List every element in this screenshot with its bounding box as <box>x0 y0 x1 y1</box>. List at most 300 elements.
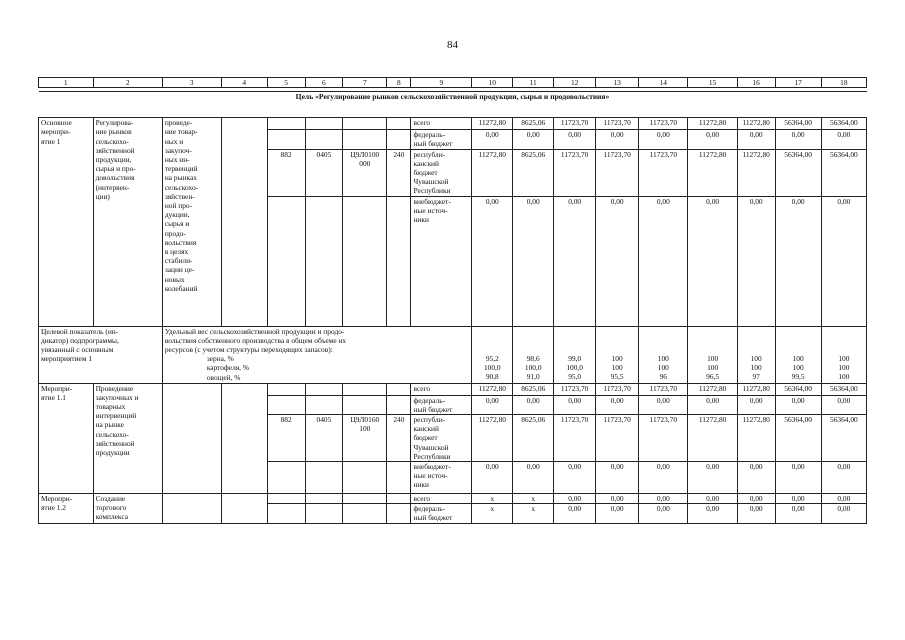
value-cell: 0,00 <box>737 395 775 414</box>
text-line: Удельный вес сельскохозяйственной продукции и продо- <box>164 326 345 336</box>
value-cell: 0,00 <box>737 462 775 494</box>
value-cell: 56364,00 <box>821 118 866 130</box>
empty-cell <box>387 504 411 523</box>
spacer <box>474 327 510 354</box>
indicator-item: зерна, % <box>206 354 234 364</box>
value-cell: 0,00 <box>639 504 688 523</box>
value-cell: 0,00 <box>554 504 596 523</box>
value-cell: 0,00 <box>596 130 639 149</box>
activity-type-cell <box>39 494 94 524</box>
indicator-value: 100 <box>838 362 850 372</box>
text-line: 000 <box>359 158 371 168</box>
table-row <box>39 118 867 130</box>
value-cell: 0,00 <box>775 395 821 414</box>
activity-name-cell <box>93 383 162 493</box>
target-article-cell <box>343 149 387 196</box>
header-cell: 3 <box>162 78 221 88</box>
text-line: республи- <box>413 415 446 425</box>
text-line: ные источ- <box>413 205 448 215</box>
text-line: ции) <box>95 191 110 201</box>
text-line: внебюджет- <box>413 196 451 206</box>
value-cell: 8625,06 <box>513 149 554 196</box>
value-cell: 56364,00 <box>821 383 866 395</box>
expense-type-cell <box>387 462 411 494</box>
value-cell: 56364,00 <box>775 415 821 462</box>
header-cell: 9 <box>411 78 472 88</box>
text-line: проведе- <box>164 118 193 128</box>
value-cell: 0,00 <box>688 494 737 504</box>
value-cell: 56364,00 <box>775 118 821 130</box>
grbs-cell <box>267 395 305 414</box>
section-cell <box>305 383 343 395</box>
value-cell: 0,00 <box>688 504 737 523</box>
indicator-value: 100,0 <box>566 362 583 372</box>
activity-desc-cell <box>162 118 221 326</box>
value-cell: 11723,70 <box>639 149 688 196</box>
text-line: Республики <box>413 186 451 196</box>
indicator-value: 99,5 <box>791 372 805 382</box>
value-cell: 0,00 <box>596 196 639 326</box>
text-line: всего <box>413 383 431 393</box>
funding-source-cell <box>411 504 472 523</box>
text-line: ние рынков <box>95 127 132 137</box>
grbs-cell: 882 <box>267 415 305 462</box>
value-cell: 56364,00 <box>775 149 821 196</box>
indicator-value: 95,0 <box>568 372 582 382</box>
empty-cell <box>343 504 387 523</box>
spacer <box>641 327 685 354</box>
indicator-item: картофеля, % <box>206 363 250 373</box>
text-line: Меропри- <box>41 383 73 393</box>
value-cell: 11272,80 <box>688 415 737 462</box>
section-cell <box>305 130 343 149</box>
indicator-value: 91,0 <box>526 372 540 382</box>
activity-name-cell <box>93 494 162 524</box>
header-cell: 14 <box>639 78 688 88</box>
text-line: комплекса <box>95 512 128 522</box>
value-cell: 8625,06 <box>513 415 554 462</box>
value-cell: 0,00 <box>513 462 554 494</box>
block-activity-1-1 <box>39 383 867 493</box>
indicator-value: 90,8 <box>485 372 499 382</box>
indicator-value: 100 <box>838 372 850 382</box>
funding-source-cell <box>411 196 472 326</box>
table-row <box>39 494 867 504</box>
empty-cell <box>221 383 267 493</box>
text-line: ятие 1.1 <box>41 392 66 402</box>
text-line: федераль- <box>413 504 446 514</box>
text-line: колебаний <box>164 283 198 293</box>
text-line: тервенций <box>164 164 198 174</box>
empty-cell <box>221 494 267 524</box>
goal-heading: Цель «Регулирование рынков сельскохозяйственной продукции, сырья и продовольствия» <box>39 92 867 118</box>
indicator-value: 100 <box>750 362 762 372</box>
indicator-value: 99,0 <box>568 353 582 363</box>
expense-type-cell <box>387 383 411 395</box>
text-line: ный бюджет <box>413 513 453 523</box>
value-cell: 56364,00 <box>775 383 821 395</box>
funding-source-cell <box>411 149 472 196</box>
text-line: Ц9Л0160 <box>350 415 380 425</box>
value-cell: 0,00 <box>472 130 513 149</box>
value-cell: 0,00 <box>472 196 513 326</box>
value-cell: 11723,70 <box>596 383 639 395</box>
value-cell: 11272,80 <box>737 149 775 196</box>
value-cell: 0,00 <box>775 462 821 494</box>
text-line: продукции <box>95 448 130 458</box>
spacer <box>778 327 819 354</box>
text-line: всего <box>413 494 431 504</box>
spacer <box>556 327 593 354</box>
value-cell: 11272,80 <box>472 415 513 462</box>
text-line: канский <box>413 158 439 168</box>
text-line: ной про- <box>164 201 193 211</box>
value-cell: 0,00 <box>821 130 866 149</box>
value-cell: 0,00 <box>596 395 639 414</box>
text-line: торгового <box>95 503 127 513</box>
empty-cell <box>305 504 343 523</box>
spacer <box>690 327 734 354</box>
text-line: Целевой показатель (ин- <box>41 326 119 336</box>
value-cell: 0,00 <box>472 395 513 414</box>
value-cell: 0,00 <box>821 196 866 326</box>
value-cell: 0,00 <box>513 130 554 149</box>
text-line: ный бюджет <box>413 404 453 414</box>
indicator-label-cell <box>39 326 163 383</box>
text-line: на рынке <box>95 420 124 430</box>
value-cell: 0,00 <box>513 196 554 326</box>
funding-source-cell <box>411 494 472 504</box>
text-line: ятие 1 <box>41 136 61 146</box>
text-line: бюджет <box>413 168 438 178</box>
grbs-cell <box>267 118 305 130</box>
indicator-value: 100 <box>792 362 804 372</box>
value-cell: 8625,06 <box>513 383 554 395</box>
value-cell: 0,00 <box>639 130 688 149</box>
header-cell: 2 <box>93 78 162 88</box>
funding-source-cell <box>411 462 472 494</box>
value-cell: 11723,70 <box>554 118 596 130</box>
activity-type-cell <box>39 118 94 326</box>
text-line: ный бюджет <box>413 139 453 149</box>
text-line: федераль- <box>413 130 446 140</box>
header-cell: 4 <box>221 78 267 88</box>
value-cell: 11272,80 <box>688 118 737 130</box>
funding-source-cell <box>411 415 472 462</box>
target-article-cell <box>343 130 387 149</box>
activity-name-cell <box>93 118 162 326</box>
header-cell: 13 <box>596 78 639 88</box>
header-cell: 17 <box>775 78 821 88</box>
spacer <box>824 327 864 354</box>
header-cell: 8 <box>387 78 411 88</box>
value-cell: 11272,80 <box>688 149 737 196</box>
text-line: сельскохо- <box>164 182 199 192</box>
text-line: на рынках <box>164 173 197 183</box>
text-line: меропри- <box>41 127 71 137</box>
text-line: Создание <box>95 494 126 504</box>
grbs-cell <box>267 130 305 149</box>
text-line: продо- <box>164 228 186 238</box>
expense-type-cell: 240 <box>387 149 411 196</box>
text-line: 100 <box>359 424 371 434</box>
value-cell: 8625,06 <box>513 118 554 130</box>
text-line: республи- <box>413 149 446 159</box>
text-line: зяйствен- <box>164 191 195 201</box>
header-cell: 7 <box>343 78 387 88</box>
section-cell: 0405 <box>305 415 343 462</box>
indicator-value-cell <box>554 326 596 383</box>
empty-cell <box>343 494 387 504</box>
target-article-cell <box>343 196 387 326</box>
text-line: интервенций <box>95 411 137 421</box>
value-cell: 0,00 <box>775 130 821 149</box>
value-cell: 11272,80 <box>737 383 775 395</box>
value-cell: 11272,80 <box>737 415 775 462</box>
header-row <box>39 78 867 88</box>
value-cell: 0,00 <box>639 462 688 494</box>
section-cell <box>305 462 343 494</box>
page-number: 84 <box>447 39 458 51</box>
indicator-value-cell <box>513 326 554 383</box>
empty-cell <box>267 504 305 523</box>
value-cell: 0,00 <box>821 462 866 494</box>
text-line: сырья и <box>164 219 190 229</box>
text-line: Проведение <box>95 383 134 393</box>
text-line: новых <box>164 274 185 284</box>
spacer <box>598 327 636 354</box>
value-cell: 0,00 <box>596 462 639 494</box>
block-activity-1-2 <box>39 494 867 524</box>
text-line: ники <box>413 480 429 490</box>
text-line: внебюджет- <box>413 462 451 472</box>
value-cell: 0,00 <box>737 504 775 523</box>
header-cell: 11 <box>513 78 554 88</box>
indicator-value-cell <box>688 326 737 383</box>
indicator-value: 100 <box>792 353 804 363</box>
value-cell: 0,00 <box>554 130 596 149</box>
indicator-value: 98,6 <box>526 353 540 363</box>
value-cell: x <box>472 504 513 523</box>
header-cell: 1 <box>39 78 94 88</box>
text-line: закупоч- <box>164 145 192 155</box>
text-line: зяйственной <box>95 145 135 155</box>
indicator-value: 95,5 <box>610 372 624 382</box>
value-cell: 0,00 <box>688 130 737 149</box>
value-cell: 0,00 <box>688 196 737 326</box>
text-line: канский <box>413 424 439 434</box>
text-line: (интервен- <box>95 182 130 192</box>
value-cell: 0,00 <box>639 196 688 326</box>
funding-source-cell <box>411 118 472 130</box>
indicator-value-cell <box>775 326 821 383</box>
value-cell: x <box>513 504 554 523</box>
section-cell <box>305 395 343 414</box>
expense-type-cell: 240 <box>387 415 411 462</box>
activity-desc-cell <box>162 383 221 493</box>
empty-cell <box>387 494 411 504</box>
value-cell: 0,00 <box>737 196 775 326</box>
indicator-item: овощей, % <box>206 372 241 382</box>
indicator-value: 100 <box>838 353 850 363</box>
text-line: сельскохо- <box>95 429 129 439</box>
indicator-value: 100 <box>611 353 623 363</box>
text-line: ники <box>413 215 429 225</box>
empty-cell <box>221 118 267 326</box>
block-main-activity-1 <box>39 118 867 326</box>
indicator-value-cell <box>596 326 639 383</box>
indicator-value: 100 <box>657 362 669 372</box>
value-cell: 0,00 <box>639 494 688 504</box>
header-cell: 12 <box>554 78 596 88</box>
indicator-value: 96,5 <box>706 372 720 382</box>
text-line: бюджет <box>413 433 438 443</box>
value-cell: 11723,70 <box>639 118 688 130</box>
grbs-cell <box>267 196 305 326</box>
value-cell: 0,00 <box>513 395 554 414</box>
text-line: в целях <box>164 247 189 257</box>
indicator-value: 100,0 <box>524 362 542 372</box>
text-line: дукции, <box>164 210 190 220</box>
value-cell: 11723,70 <box>554 415 596 462</box>
spacer <box>740 327 773 354</box>
indicator-value-cell <box>639 326 688 383</box>
value-cell: 11272,80 <box>472 149 513 196</box>
text-line: ресурсов (с учетом структуры переходящих запасов): <box>164 345 333 355</box>
text-line: ятие 1.2 <box>41 503 66 513</box>
text-line: товарных <box>95 402 126 412</box>
value-cell: 0,00 <box>775 494 821 504</box>
value-cell: 11723,70 <box>639 383 688 395</box>
text-line: федераль- <box>413 395 446 405</box>
grbs-cell <box>267 383 305 395</box>
funding-source-cell <box>411 130 472 149</box>
header-cell: 15 <box>688 78 737 88</box>
value-cell: 0,00 <box>821 504 866 523</box>
value-cell: 0,00 <box>596 494 639 504</box>
indicator-value-cell <box>737 326 775 383</box>
text-line: Меропри- <box>41 494 73 504</box>
text-line: ных и <box>164 136 184 146</box>
text-line: сельскохо- <box>95 136 129 146</box>
target-article-cell <box>343 462 387 494</box>
expense-type-cell <box>387 130 411 149</box>
empty-cell <box>305 494 343 504</box>
text-line: всего <box>413 118 431 128</box>
indicator-value: 100,0 <box>483 362 501 372</box>
value-cell: 0,00 <box>554 395 596 414</box>
value-cell: 56364,00 <box>821 149 866 196</box>
text-line: увязанный с основным <box>41 345 114 355</box>
value-cell: 11272,80 <box>472 118 513 130</box>
indicator-value-cell <box>821 326 866 383</box>
value-cell: 0,00 <box>821 494 866 504</box>
indicator-value: 97 <box>752 372 760 382</box>
text-line: мероприятием 1 <box>41 354 93 364</box>
grbs-cell: 882 <box>267 149 305 196</box>
expense-type-cell <box>387 395 411 414</box>
section-cell <box>305 118 343 130</box>
empty-cell <box>162 494 221 524</box>
indicator-value: 96 <box>659 372 667 382</box>
header-cell: 16 <box>737 78 775 88</box>
value-cell: 0,00 <box>688 395 737 414</box>
value-cell: 11272,80 <box>472 383 513 395</box>
empty-cell <box>267 494 305 504</box>
value-cell: 0,00 <box>554 494 596 504</box>
indicator-value-cell <box>472 326 513 383</box>
indicator-row <box>39 326 867 383</box>
text-line: продукции, <box>95 155 132 165</box>
indicator-value: 100 <box>750 353 762 363</box>
value-cell: 56364,00 <box>821 415 866 462</box>
value-cell: 11723,70 <box>596 118 639 130</box>
value-cell: 0,00 <box>688 462 737 494</box>
indicator-block <box>39 326 867 383</box>
value-cell: 0,00 <box>737 494 775 504</box>
text-line: дикатор) подпрограммы, <box>41 335 119 345</box>
indicator-value: 100 <box>707 362 719 372</box>
text-line: Ц9Л0100 <box>350 149 380 159</box>
value-cell: 0,00 <box>472 462 513 494</box>
target-article-cell <box>343 118 387 130</box>
target-article-cell <box>343 395 387 414</box>
text-line: Чувашской <box>413 442 449 452</box>
indicator-desc-cell <box>162 326 472 383</box>
text-line: Чувашской <box>413 177 449 187</box>
value-cell: 0,00 <box>775 196 821 326</box>
value-cell: 11723,70 <box>554 149 596 196</box>
text-line: Республики <box>413 451 451 461</box>
value-cell: 11723,70 <box>596 149 639 196</box>
target-article-cell <box>343 383 387 395</box>
header-cell: 10 <box>472 78 513 88</box>
text-line: Основное <box>41 118 72 128</box>
text-line: закупочных и <box>95 392 139 402</box>
table-row <box>39 383 867 395</box>
header-cell: 5 <box>267 78 305 88</box>
value-cell: 11272,80 <box>688 383 737 395</box>
text-line: зяйственной <box>95 438 135 448</box>
value-cell: x <box>513 494 554 504</box>
grbs-cell <box>267 462 305 494</box>
value-cell: 0,00 <box>554 196 596 326</box>
value-cell: x <box>472 494 513 504</box>
indicator-value: 100 <box>657 353 669 363</box>
value-cell: 0,00 <box>596 504 639 523</box>
text-line: вольствия собственного производства в общем объеме их <box>164 335 347 345</box>
value-cell: 11723,70 <box>639 415 688 462</box>
activity-type-cell <box>39 383 94 493</box>
section-cell <box>305 196 343 326</box>
indicator-value: 100 <box>707 353 719 363</box>
text-line: вольствия <box>164 237 197 247</box>
expense-type-cell <box>387 118 411 130</box>
text-line: Регулирова- <box>95 118 134 128</box>
value-cell: 0,00 <box>554 462 596 494</box>
funding-source-cell <box>411 395 472 414</box>
header-cell: 18 <box>821 78 866 88</box>
spacer <box>515 327 551 354</box>
value-cell: 0,00 <box>775 504 821 523</box>
header-cell: 6 <box>305 78 343 88</box>
expense-type-cell <box>387 196 411 326</box>
text-line: стабили- <box>164 256 193 266</box>
text-line: ных ин- <box>164 155 190 165</box>
funding-source-cell <box>411 383 472 395</box>
value-cell: 11723,70 <box>596 415 639 462</box>
text-line: ные источ- <box>413 471 448 481</box>
